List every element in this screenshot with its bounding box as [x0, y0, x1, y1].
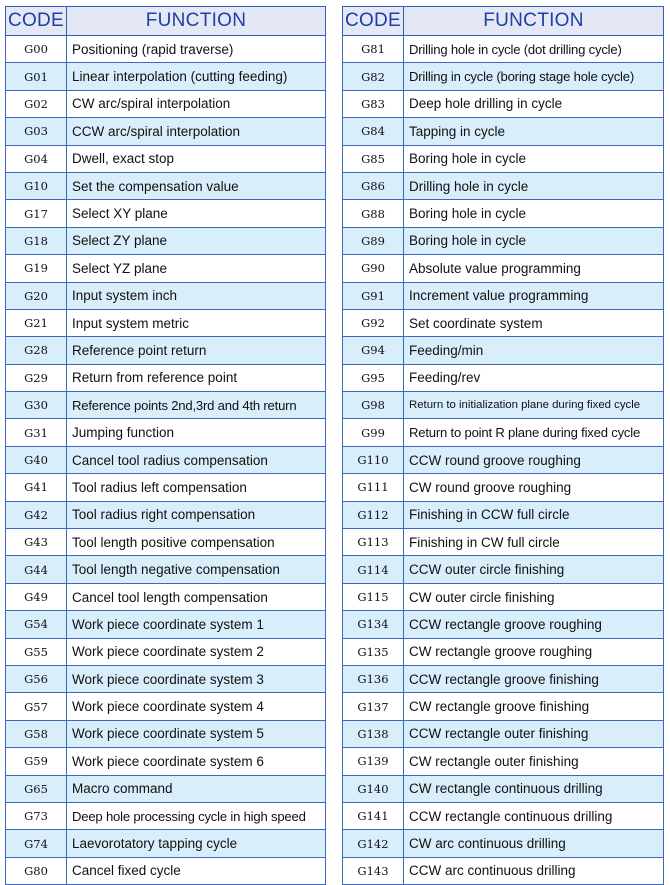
function-description-cell: Select ZY plane: [67, 227, 326, 254]
function-description-cell: Select YZ plane: [67, 255, 326, 282]
code-column-header: CODE: [6, 7, 67, 36]
function-description-cell: Set the compensation value: [67, 172, 326, 199]
g-code-cell: G111: [343, 474, 404, 501]
table-row: [6, 63, 326, 90]
function-description-cell: Positioning (rapid traverse): [67, 36, 326, 63]
g-code-cell: G73: [6, 802, 67, 829]
table-row: [343, 748, 664, 775]
g-code-cell: G83: [343, 90, 404, 117]
g-code-cell: G40: [6, 446, 67, 473]
g-code-cell: G00: [6, 36, 67, 63]
table-row: [343, 145, 664, 172]
function-description-cell: CW rectangle groove roughing: [404, 638, 664, 665]
g-code-cell: G03: [6, 118, 67, 145]
g-code-cell: G82: [343, 63, 404, 90]
table-row: [343, 364, 664, 391]
function-description-cell: Tool length negative compensation: [67, 556, 326, 583]
function-description-cell: CW rectangle groove finishing: [404, 693, 664, 720]
g-code-cell: G65: [6, 775, 67, 802]
function-description-cell: Boring hole in cycle: [404, 227, 664, 254]
table-row: [343, 200, 664, 227]
function-description-cell: Cancel tool radius compensation: [67, 446, 326, 473]
table-row: [6, 474, 326, 501]
g-code-cell: G114: [343, 556, 404, 583]
function-description-cell: CCW arc/spiral interpolation: [67, 118, 326, 145]
table-row: [6, 583, 326, 610]
g-code-cell: G91: [343, 282, 404, 309]
table-row: [6, 665, 326, 692]
function-description-cell: CW rectangle outer finishing: [404, 748, 664, 775]
table-row: [343, 529, 664, 556]
g-code-cell: G44: [6, 556, 67, 583]
table-row: [6, 446, 326, 473]
g-code-cell: G18: [6, 227, 67, 254]
table-row: [6, 309, 326, 336]
code-column-header: CODE: [343, 7, 404, 36]
table-row: [6, 802, 326, 829]
table-row: [343, 309, 664, 336]
function-description-cell: Input system metric: [67, 309, 326, 336]
table-row: [343, 392, 664, 419]
table-row: [6, 638, 326, 665]
table-row: [6, 36, 326, 63]
g-code-cell: G84: [343, 118, 404, 145]
g-code-cell: G95: [343, 364, 404, 391]
function-description-cell: Reference points 2nd,3rd and 4th return: [67, 392, 326, 419]
function-description-cell: Deep hole processing cycle in high speed: [67, 802, 326, 829]
g-code-cell: G41: [6, 474, 67, 501]
function-description-cell: Return to point R plane during fixed cycle: [404, 419, 664, 446]
g-code-cell: G98: [343, 392, 404, 419]
g-code-cell: G49: [6, 583, 67, 610]
g-code-table-right: [342, 6, 664, 885]
table-row: [6, 501, 326, 528]
table-row: [6, 227, 326, 254]
g-code-cell: G139: [343, 748, 404, 775]
table-row: [343, 501, 664, 528]
table-row: [343, 446, 664, 473]
function-description-cell: Macro command: [67, 775, 326, 802]
table-row: [343, 802, 664, 829]
g-code-cell: G113: [343, 529, 404, 556]
function-column-header: FUNCTION: [404, 7, 664, 36]
g-code-cell: G59: [6, 748, 67, 775]
function-description-cell: Drilling hole in cycle: [404, 172, 664, 199]
function-description-cell: Deep hole drilling in cycle: [404, 90, 664, 117]
table-row: [6, 830, 326, 857]
function-description-cell: Work piece coordinate system 1: [67, 611, 326, 638]
function-description-cell: Return from reference point: [67, 364, 326, 391]
function-description-cell: Select XY plane: [67, 200, 326, 227]
function-description-cell: Boring hole in cycle: [404, 200, 664, 227]
function-description-cell: Finishing in CW full circle: [404, 529, 664, 556]
function-description-cell: Feeding/min: [404, 337, 664, 364]
table-row: [343, 556, 664, 583]
g-code-cell: G43: [6, 529, 67, 556]
function-description-cell: Work piece coordinate system 5: [67, 720, 326, 747]
g-code-cell: G54: [6, 611, 67, 638]
table-row: [343, 638, 664, 665]
function-description-cell: CCW rectangle continuous drilling: [404, 802, 664, 829]
function-description-cell: CCW rectangle groove finishing: [404, 665, 664, 692]
g-code-cell: G55: [6, 638, 67, 665]
table-row: [343, 255, 664, 282]
function-description-cell: Drilling in cycle (boring stage hole cycle): [404, 63, 664, 90]
g-code-cell: G42: [6, 501, 67, 528]
table-row: [343, 63, 664, 90]
table-row: [6, 200, 326, 227]
table-row: [6, 748, 326, 775]
function-description-cell: CW outer circle finishing: [404, 583, 664, 610]
table-row: [343, 337, 664, 364]
function-description-cell: Linear interpolation (cutting feeding): [67, 63, 326, 90]
function-description-cell: Tool radius right compensation: [67, 501, 326, 528]
function-description-cell: CW arc/spiral interpolation: [67, 90, 326, 117]
table-row: [6, 364, 326, 391]
function-description-cell: Work piece coordinate system 4: [67, 693, 326, 720]
table-row: [343, 583, 664, 610]
function-description-cell: Cancel tool length compensation: [67, 583, 326, 610]
function-description-cell: CW arc continuous drilling: [404, 830, 664, 857]
table-row: [343, 665, 664, 692]
function-description-cell: Absolute value programming: [404, 255, 664, 282]
table-header-row: [343, 7, 664, 36]
function-description-cell: Set coordinate system: [404, 309, 664, 336]
g-code-cell: G85: [343, 145, 404, 172]
table-row: [6, 337, 326, 364]
table-row: [6, 611, 326, 638]
g-code-cell: G19: [6, 255, 67, 282]
table-row: [343, 282, 664, 309]
table-row: [6, 90, 326, 117]
g-code-cell: G02: [6, 90, 67, 117]
table-row: [343, 118, 664, 145]
function-description-cell: Work piece coordinate system 6: [67, 748, 326, 775]
g-code-cell: G10: [6, 172, 67, 199]
function-description-cell: Increment value programming: [404, 282, 664, 309]
function-description-cell: Tapping in cycle: [404, 118, 664, 145]
table-row: [6, 529, 326, 556]
table-row: [343, 419, 664, 446]
table-row: [6, 282, 326, 309]
g-code-cell: G141: [343, 802, 404, 829]
table-row: [6, 118, 326, 145]
table-row: [343, 693, 664, 720]
table-row: [6, 857, 326, 884]
g-code-cell: G17: [6, 200, 67, 227]
g-code-cell: G89: [343, 227, 404, 254]
g-code-cell: G115: [343, 583, 404, 610]
g-code-cell: G88: [343, 200, 404, 227]
table-row: [6, 145, 326, 172]
table-row: [6, 775, 326, 802]
g-code-cell: G138: [343, 720, 404, 747]
g-code-cell: G01: [6, 63, 67, 90]
g-code-cell: G58: [6, 720, 67, 747]
g-code-cell: G142: [343, 830, 404, 857]
table-row: [343, 227, 664, 254]
g-code-cell: G04: [6, 145, 67, 172]
g-code-cell: G31: [6, 419, 67, 446]
table-row: [6, 392, 326, 419]
function-description-cell: CCW round groove roughing: [404, 446, 664, 473]
table-header-row: [6, 7, 326, 36]
function-description-cell: Work piece coordinate system 2: [67, 638, 326, 665]
function-description-cell: Work piece coordinate system 3: [67, 665, 326, 692]
function-description-cell: Reference point return: [67, 337, 326, 364]
g-code-cell: G112: [343, 501, 404, 528]
g-code-cell: G136: [343, 665, 404, 692]
table-row: [343, 775, 664, 802]
function-description-cell: Laevorotatory tapping cycle: [67, 830, 326, 857]
function-description-cell: CW round groove roughing: [404, 474, 664, 501]
function-description-cell: Dwell, exact stop: [67, 145, 326, 172]
table-row: [6, 172, 326, 199]
table-row: [6, 255, 326, 282]
g-code-cell: G140: [343, 775, 404, 802]
table-row: [343, 830, 664, 857]
function-description-cell: Drilling hole in cycle (dot drilling cycle): [404, 36, 664, 63]
table-row: [343, 172, 664, 199]
g-code-cell: G28: [6, 337, 67, 364]
table-row: [343, 36, 664, 63]
function-description-cell: Jumping function: [67, 419, 326, 446]
g-code-cell: G20: [6, 282, 67, 309]
g-code-cell: G74: [6, 830, 67, 857]
function-column-header: FUNCTION: [67, 7, 326, 36]
function-description-cell: Tool length positive compensation: [67, 529, 326, 556]
g-code-cell: G90: [343, 255, 404, 282]
g-code-cell: G57: [6, 693, 67, 720]
table-row: [343, 720, 664, 747]
function-description-cell: CCW outer circle finishing: [404, 556, 664, 583]
g-code-cell: G29: [6, 364, 67, 391]
g-code-cell: G21: [6, 309, 67, 336]
g-code-cell: G92: [343, 309, 404, 336]
function-description-cell: Input system inch: [67, 282, 326, 309]
function-description-cell: Tool radius left compensation: [67, 474, 326, 501]
g-code-cell: G99: [343, 419, 404, 446]
function-description-cell: CCW rectangle outer finishing: [404, 720, 664, 747]
function-description-cell: Cancel fixed cycle: [67, 857, 326, 884]
g-code-cell: G80: [6, 857, 67, 884]
function-description-cell: CCW arc continuous drilling: [404, 857, 664, 884]
table-row: [343, 474, 664, 501]
function-description-cell: CCW rectangle groove roughing: [404, 611, 664, 638]
table-row: [6, 556, 326, 583]
g-code-table-left: [5, 6, 326, 885]
table-row: [343, 611, 664, 638]
table-row: [6, 419, 326, 446]
g-code-cell: G30: [6, 392, 67, 419]
function-description-cell: Finishing in CCW full circle: [404, 501, 664, 528]
g-code-cell: G86: [343, 172, 404, 199]
g-code-cell: G135: [343, 638, 404, 665]
table-row: [6, 720, 326, 747]
g-code-cell: G94: [343, 337, 404, 364]
table-row: [343, 90, 664, 117]
function-description-cell: Boring hole in cycle: [404, 145, 664, 172]
g-code-cell: G81: [343, 36, 404, 63]
g-code-cell: G134: [343, 611, 404, 638]
table-row: [6, 693, 326, 720]
g-code-cell: G110: [343, 446, 404, 473]
g-code-cell: G56: [6, 665, 67, 692]
table-row: [343, 857, 664, 884]
function-description-cell: Feeding/rev: [404, 364, 664, 391]
function-description-cell: Return to initialization plane during fixed cycle: [404, 392, 664, 419]
g-code-cell: G143: [343, 857, 404, 884]
function-description-cell: CW rectangle continuous drilling: [404, 775, 664, 802]
g-code-cell: G137: [343, 693, 404, 720]
